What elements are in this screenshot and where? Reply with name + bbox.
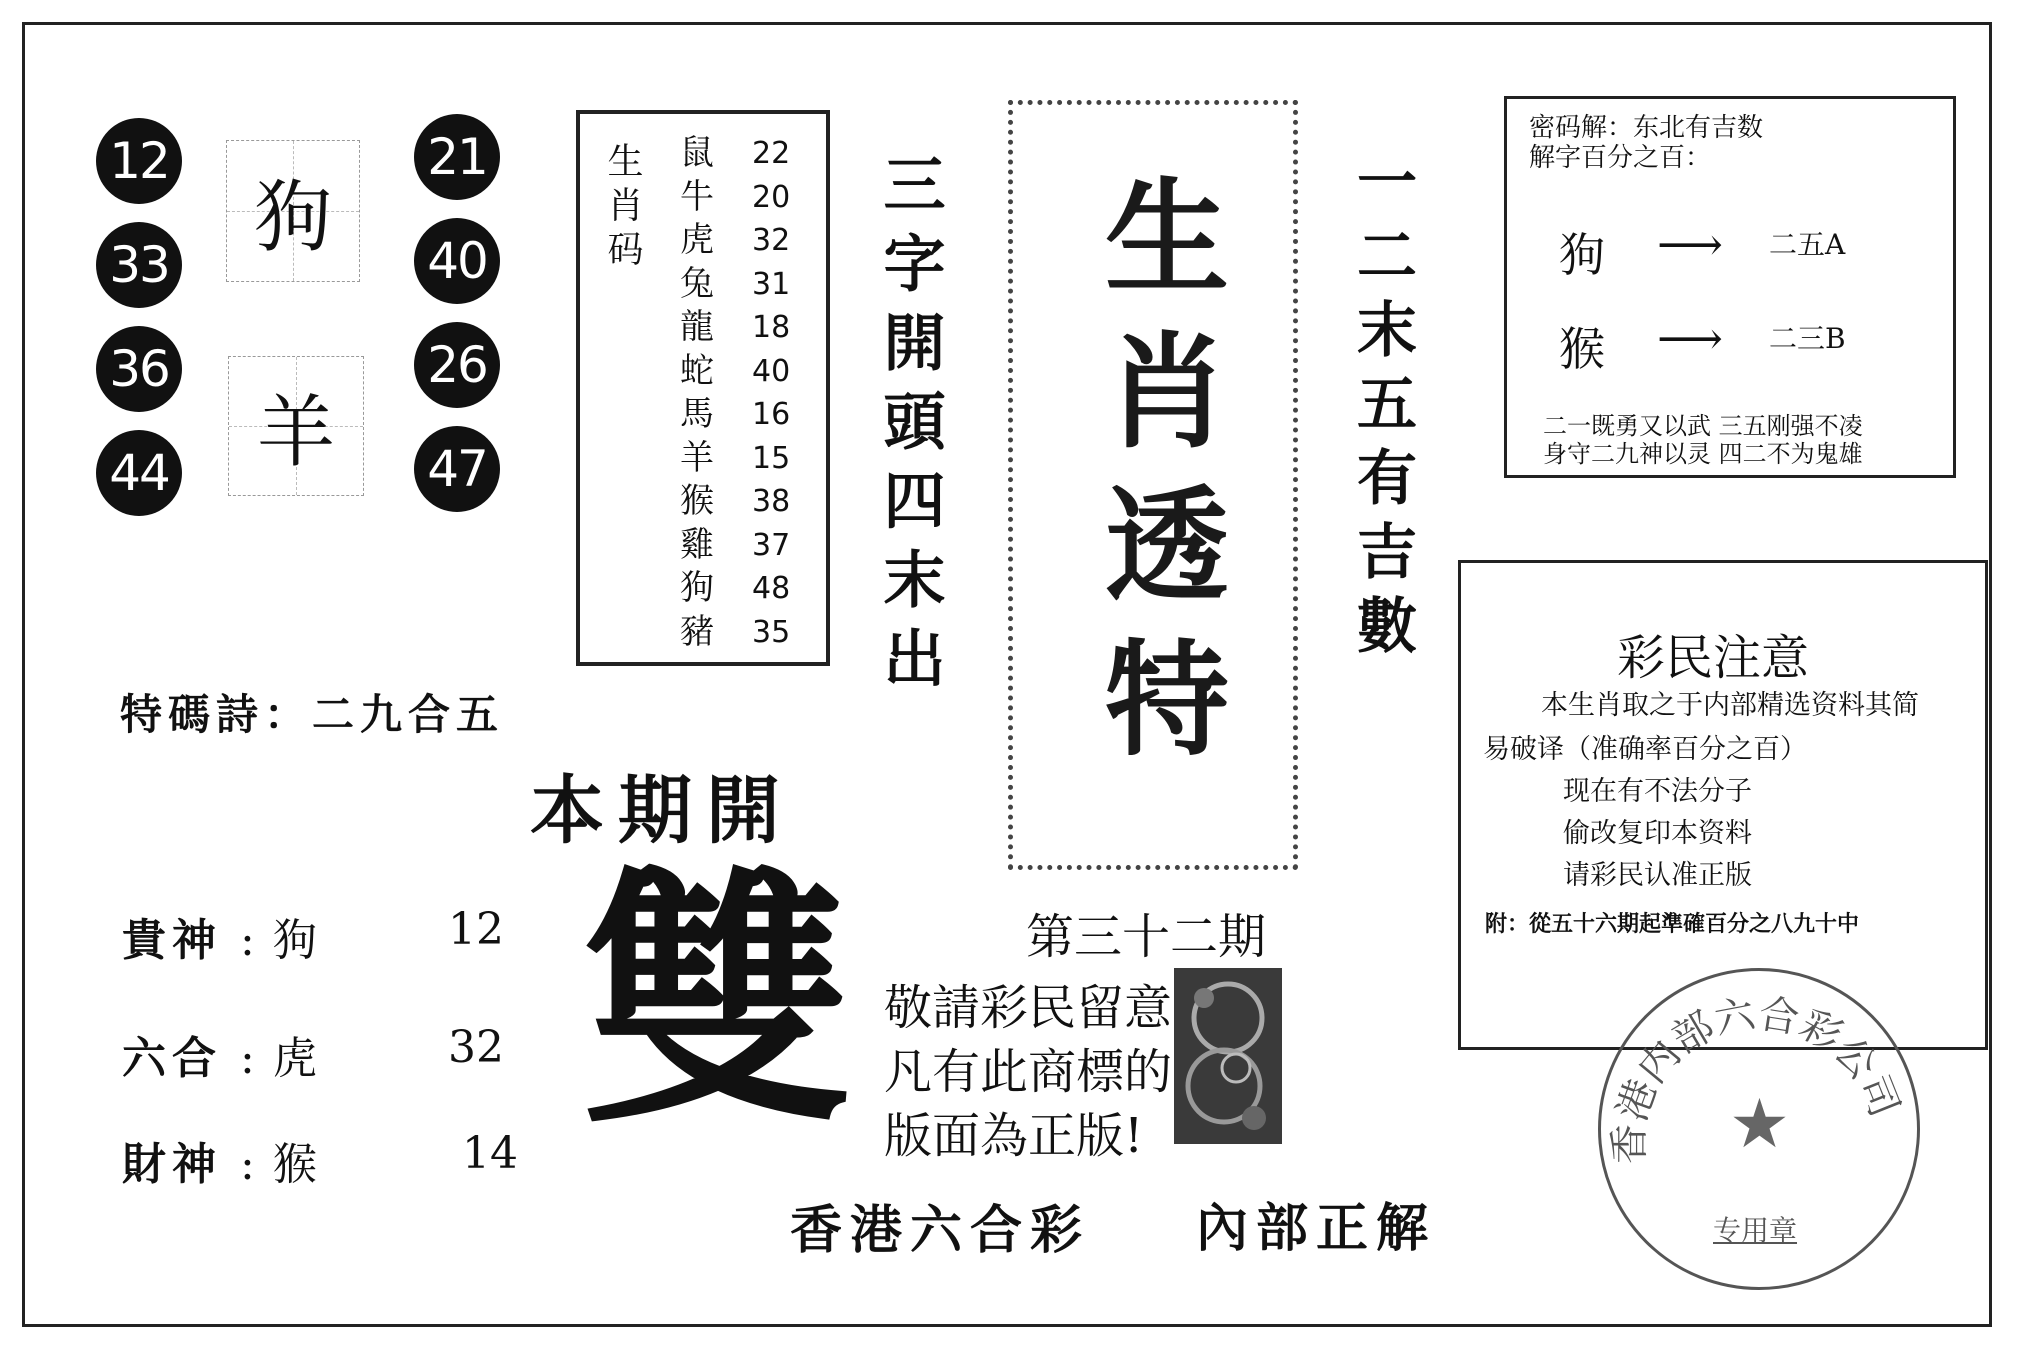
period-open-label: 本期開 [530,768,794,854]
issue-label: 第三十二期 [1026,909,1267,965]
zodiac-number: 37 [752,527,791,563]
seal-star-icon: ★ [1729,1085,1790,1164]
zodiac-number: 35 [752,614,791,650]
code-char: 狗 [1559,228,1605,282]
zodiac-table-title: 生肖码 [602,142,643,274]
zodiac-number: 15 [752,440,791,476]
god-number: 12 [448,904,504,955]
trademark-image [1174,968,1282,1144]
zodiac-name: 狗 [680,568,714,608]
warning-title: 彩民注意 [1617,630,1810,686]
god-animal: 狗 [272,915,317,966]
dog-char: 狗 [253,173,332,263]
number-ball: 47 [414,426,500,512]
god-label: 六合 [122,1033,222,1084]
warning-line: 请彩民认准正版 [1563,860,1752,891]
zodiac-number: 31 [752,266,791,302]
warning-line: 偷改复印本资料 [1563,818,1752,849]
char-box-sheep [228,356,364,496]
zodiac-name: 馬 [680,394,714,434]
code-box-line: 解字百分之百： [1529,143,1712,173]
zodiac-number: 22 [752,136,791,171]
code-poem-line: 身守二九神以灵 四二不为鬼雄 [1543,440,1863,468]
zodiac-numbers [752,132,812,654]
seal-sub-text: 专用章 [1713,1214,1798,1247]
char-box-dog [226,140,360,282]
zodiac-name: 豬 [680,611,714,652]
sheep-char: 羊 [256,388,335,478]
seal-ring-text: 香港内部六合彩公司 [1606,990,1908,1165]
god-row: 財神 : 猴 14 [122,1128,518,1190]
zodiac-number: 16 [752,397,791,432]
zodiac-number: 38 [752,484,791,519]
god-row: 六合 : 虎 32 [122,1022,504,1084]
notice-line: 版面為正版! [884,1108,1144,1164]
number-ball: 21 [414,114,500,200]
god-animal: 虎 [272,1033,317,1084]
number-ball: 44 [96,430,182,516]
zodiac-name: 猴 [680,481,714,521]
warning-line: 易破译（准确率百分之百） [1483,734,1807,765]
zodiac-names [680,132,740,654]
footer-left: 香港六合彩 [790,1201,1091,1261]
footer-right: 內部正解 [1196,1199,1437,1259]
vertical-slogan-left: 三字開頭四末出 [873,152,946,705]
zodiac-table [576,110,830,666]
notice-line: 敬請彩民留意 [884,980,1173,1036]
god-label: 貴神 [122,915,222,966]
zodiac-name: 牛 [680,176,714,217]
warning-footnote: 附：從五十六期起準確百分之八九十中 [1485,911,1860,937]
warning-line: 现在有不法分子 [1563,776,1752,807]
number-ball: 40 [414,218,500,304]
code-char: 猴 [1559,322,1605,376]
zodiac-name: 兔 [680,263,714,304]
zodiac-number: 32 [752,223,791,258]
code-value: 二五A [1769,228,1846,261]
zodiac-number: 18 [752,310,791,345]
number-ball: 26 [414,322,500,408]
number-ball: 33 [96,222,182,308]
zodiac-number: 20 [752,179,791,215]
god-number: 32 [448,1022,504,1073]
god-label: 財神 [122,1139,222,1190]
code-box [1504,96,1956,478]
god-row: 貴神 : 狗 12 [122,904,504,966]
notice-block [884,976,1172,1168]
arrow-icon: ⟶ [1657,217,1723,271]
god-number: 14 [462,1128,518,1179]
zodiac-number: 48 [752,571,791,606]
warning-line: 本生肖取之于内部精选资料其简 [1541,690,1919,721]
zodiac-name: 羊 [680,437,714,478]
zodiac-name: 龍 [680,307,714,347]
zodiac-name: 蛇 [680,350,714,391]
special-poem: 特碼詩：二九合五 [120,690,505,739]
notice-line: 凡有此商標的 [884,1044,1173,1100]
zodiac-name: 虎 [680,220,714,260]
arrow-icon: ⟶ [1657,311,1723,365]
code-value: 二三B [1769,322,1846,355]
company-seal [1598,968,1920,1290]
code-box-line: 密码解：东北有吉数 [1529,113,1764,143]
zodiac-number: 40 [752,353,791,389]
main-title: 生肖透特 [1084,172,1229,788]
code-poem-line: 二一既勇又以武 三五刚强不凌 [1543,412,1863,440]
god-animal: 猴 [272,1139,317,1190]
number-ball: 12 [96,118,182,204]
number-ball: 36 [96,326,182,412]
zodiac-name: 鼠 [680,133,714,173]
vertical-slogan-right: 一二末五有吉數 [1347,150,1417,668]
zodiac-name: 雞 [680,524,714,565]
big-character: 雙 [582,842,852,1160]
